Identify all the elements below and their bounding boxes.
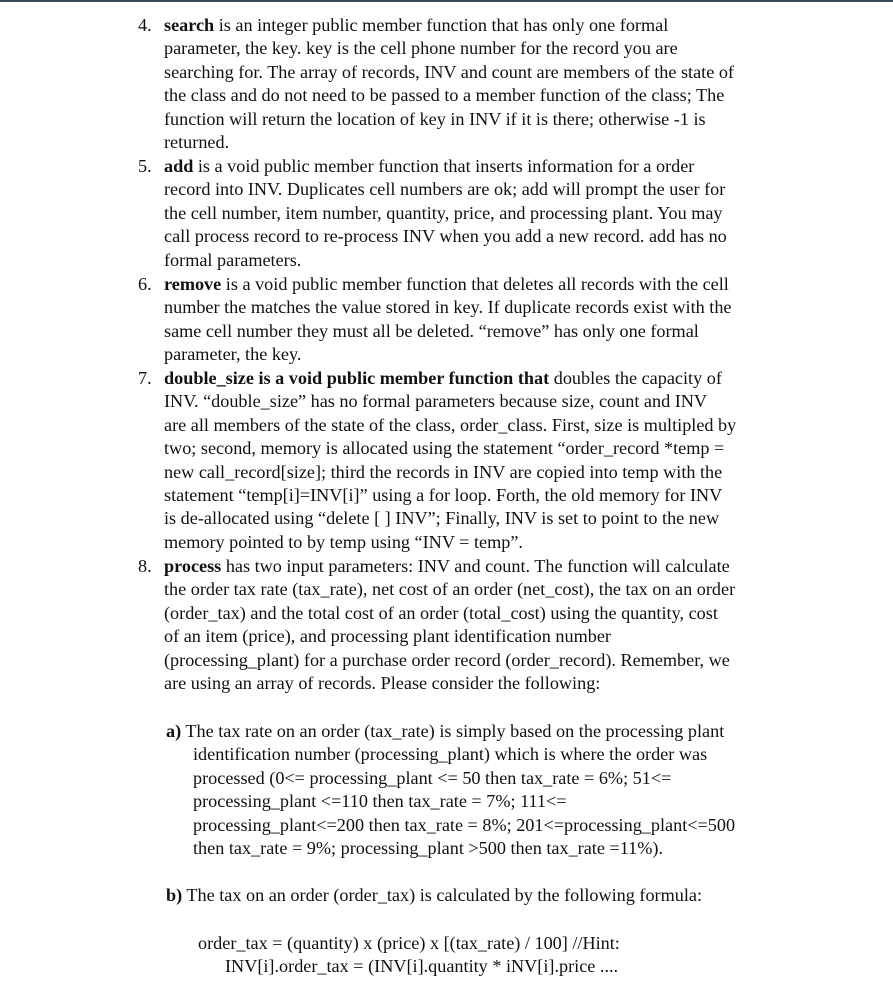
- function-name: double_size is a void public member function that: [164, 368, 550, 388]
- formula-line-2: INV[i].order_tax = (INV[i].quantity * iNV[i].price ....: [225, 956, 619, 977]
- item-body: [164, 273, 818, 367]
- item-number: 4.: [138, 15, 152, 35]
- item-number: 5.: [138, 156, 152, 176]
- item-body: [164, 14, 818, 154]
- list-item-4: [138, 14, 818, 154]
- sub-text: The tax rate on an order (tax_rate) is simply based on the processing plant: [181, 721, 725, 741]
- sub-item-first-line: [166, 720, 826, 743]
- sub-item-continuation: identification number (processing_plant) which is where the order was processed (0<= processing_plant <= 50 then tax_rate = 6%; 51<= processing_plant <=110 then tax_rate = 7%; 111<= processing_plant<=200 then tax_rate = 8%; 201<=processing_plant<=500 then tax_rate = 9%; processing_plant >500 then tax_rate =11%).: [193, 744, 736, 859]
- item-text: is an integer public member function that has only one formal parameter, the key. key is the cell phone number for the record you are searching for. The array of records, INV and count are members of the state of the class and do not need to be passed to a member function of the class; The function will return the location of key in INV if it is there; otherwise -1 is returned.: [164, 15, 734, 153]
- list-item-6: [138, 273, 818, 367]
- sub-label: a): [166, 721, 182, 741]
- item-body: [164, 367, 818, 554]
- function-name: add: [164, 156, 194, 176]
- item-body: [164, 555, 818, 695]
- list-item-7: [138, 367, 818, 554]
- sub-item-b: [166, 884, 826, 907]
- item-text: is a void public member function that inserts information for a order record into INV. Duplicates cell numbers are ok; add will prompt the user for the cell number, item number, quantity, price, and processing plant. You may call process record to re-process INV when you add a new record. add has no formal parameters.: [164, 156, 727, 270]
- sub-text: The tax on an order (order_tax) is calculated by the following formula:: [182, 885, 703, 905]
- sub-item-a: [166, 720, 826, 860]
- item-text: doubles the capacity of INV. “double_size” has no formal parameters because size, count and INV are all members of the state of the class, order_class. First, size is multipled by two; second, memory is allocated using the statement “order_record *temp = new call_record[size]; third the records in INV are copied into temp with the statement “temp[i]=INV[i]” using a for loop. Forth, the old memory for INV is de-allocated using “delete [ ] INV”; Finally, INV is set to point to the new memory pointed to by temp using “INV = temp”.: [164, 368, 737, 552]
- function-name: remove: [164, 274, 222, 294]
- item-number: 6.: [138, 274, 152, 294]
- item-text: is a void public member function that deletes all records with the cell number the matches the value stored in key. If duplicate records exist with the same cell number they must all be deleted. “remove” has only one formal parameter, the key.: [164, 274, 732, 365]
- function-name: process: [164, 556, 222, 576]
- item-number: 8.: [138, 556, 152, 576]
- item-text: has two input parameters: INV and count. The function will calculate the order tax rate (tax_rate), net cost of an order (net_cost), the tax on an order (order_tax) and the total cost of an order (total_cost) using the quantity, cost of an item (price), and processing plant identification number (processing_plant) for a purchase order record (order_record). Remember, we are using an array of records. Please consider the following:: [164, 556, 736, 694]
- formula-line-1: order_tax = (quantity) x (price) x [(tax_rate) / 100] //Hint:: [198, 933, 620, 953]
- list-item-8: [138, 555, 818, 695]
- item-number: 7.: [138, 368, 152, 388]
- item-body: [164, 155, 818, 272]
- list-item-5: [138, 155, 818, 272]
- tax-formula: [198, 932, 838, 979]
- function-name: search: [164, 15, 215, 35]
- sub-label: b): [166, 885, 183, 905]
